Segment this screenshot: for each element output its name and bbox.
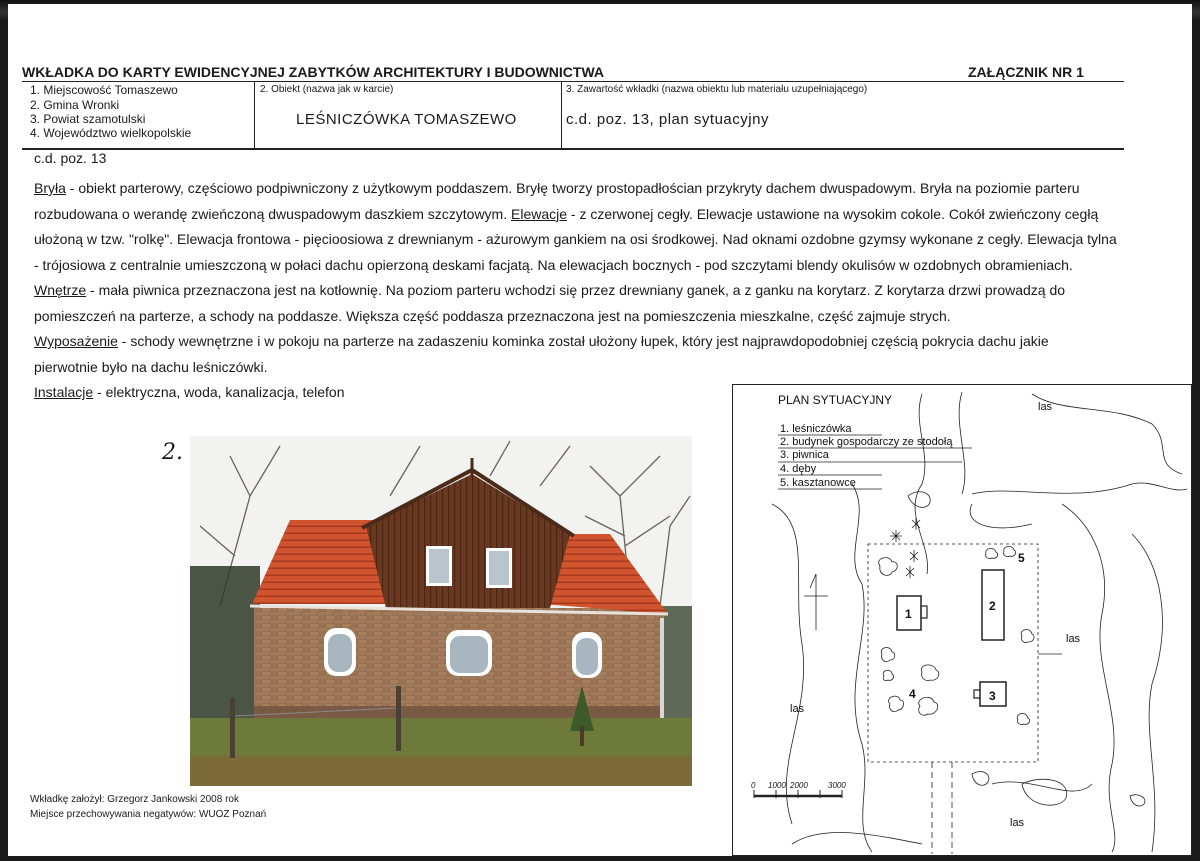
contents-label: 3. Zawartość wkładki (nazwa obiektu lub materiału uzupełniającego) xyxy=(566,84,868,95)
label-bryla: Bryła xyxy=(34,180,66,196)
plan-legend-5: 5. kasztanowce xyxy=(780,477,856,489)
description-block xyxy=(34,176,1124,406)
header-rule xyxy=(22,81,1124,82)
document-title: WKŁADKA DO KARTY EWIDENCYJNEJ ZABYTKÓW ARCHITEKTURY I BUDOWNICTWA xyxy=(22,64,605,80)
label-wyposazenie: Wyposażenie xyxy=(34,333,118,349)
table-bottom-rule xyxy=(22,148,1124,150)
position-ref: c.d. poz. 13 xyxy=(34,150,107,166)
table-divider-1 xyxy=(254,81,255,149)
house-photo-drawing xyxy=(190,436,692,786)
paragraph-wyposazenie xyxy=(34,329,1094,380)
plan-mark-3: 3 xyxy=(989,689,996,703)
plan-scale-1000: 1000 xyxy=(768,781,786,790)
location-line-4: 4. Województwo wielkopolskie xyxy=(30,126,192,140)
plan-mark-4: 4 xyxy=(909,687,916,701)
plan-label-las-2: las xyxy=(1066,633,1081,645)
plan-legend-2: 2. budynek gospodarczy ze stodołą xyxy=(780,436,953,448)
credits-storage: Miejsce przechowywania negatywów: WUOZ Poznań xyxy=(30,809,267,820)
plan-label-las-3: las xyxy=(790,703,805,715)
object-name: LEŚNICZÓWKA TOMASZEWO xyxy=(296,111,517,128)
plan-mark-2: 2 xyxy=(989,599,996,613)
label-wnetrze: Wnętrze xyxy=(34,282,87,298)
annex-number: ZAŁĄCZNIK NR 1 xyxy=(968,64,1084,80)
table-divider-2 xyxy=(561,81,562,149)
plan-scale-0: 0 xyxy=(751,781,756,790)
plan-legend-1: 1. leśniczówka xyxy=(780,423,852,435)
label-instalacje: Instalacje xyxy=(34,384,94,400)
site-plan-drawing xyxy=(732,384,1192,856)
house-photo xyxy=(190,436,692,786)
plan-title: PLAN SYTUACYJNY xyxy=(778,393,893,407)
plan-label-las-1: las xyxy=(1038,401,1053,413)
text-elewacje: - z czerwonej cegły. Elewacje ustawione na wysokim cokole. Cokół zwieńczony cegłą ułożoną w tzw. "rolkę". Elewacja frontowa - pięcioosiowa z drewnianym - ażurowym gankiem na osi środkowej. Nad oknami ozdobne gzymsy wykonane z cegły. Elewacja tylna - trójosiowa z centralnie umieszczoną w połaci dachu opierzoną deskami facjatą. Na elewacjach bocznych - pod szczytami blendy okulisów w ozdobnych obramieniach. xyxy=(34,205,1117,273)
plan-legend-4: 4. dęby xyxy=(780,463,817,475)
plan-scale-3000: 3000 xyxy=(828,781,846,790)
object-label: 2. Obiekt (nazwa jak w karcie) xyxy=(260,84,394,95)
plan-mark-1: 1 xyxy=(905,607,912,621)
plan-scale-2000: 2000 xyxy=(790,781,808,790)
credits-author: Wkładkę założył: Grzegorz Jankowski 2008 rok xyxy=(30,794,239,805)
text-bryla: - obiekt parterowy, częściowo podpiwniczony z użytkowym poddaszem. Bryłę tworzy prostopadłościan przykryty dachem dwuspadowym. Bryła na poziomie parteru rozbudowana o werandę zwieńczoną dwuspadowym daszkiem szczytowym. xyxy=(34,180,1080,222)
text-instalacje: - elektryczna, woda, kanalizacja, telefon xyxy=(93,384,345,400)
text-wnetrze: - mała piwnica przeznaczona jest na kotłownię. Na poziom parteru wchodzi się przez drewniany ganek, a z ganku na korytarz. Z korytarza drzwi prowadzą do pomieszczeń na parterze, a schody na poddasze. Większa część poddasza przeznaczona jest na pomieszczenia mieszkalne, część zajmuje strych. xyxy=(34,282,1066,324)
text-wyposazenie: - schody wewnętrzne i w pokoju na parterze na zadaszeniu kominka został ułożony łupek, który jest najprawdopodobniej częścią pokrycia dachu jakie pierwotnie było na dachu leśniczówki. xyxy=(34,333,1049,375)
plan-label-las-4: las xyxy=(1010,817,1025,829)
credits xyxy=(30,792,266,822)
site-plan xyxy=(732,384,1192,856)
plan-mark-5: 5 xyxy=(1018,551,1025,565)
photo-number: 2. xyxy=(162,440,183,465)
location-line-2: 2. Gmina Wronki xyxy=(30,98,120,112)
label-elewacje: Elewacje xyxy=(511,205,568,222)
plan-legend-3: 3. piwnica xyxy=(780,449,829,461)
paragraph-bryla xyxy=(34,176,1124,329)
location-line-3: 3. Powiat szamotulski xyxy=(30,112,146,126)
location-line-1: 1. Miejscowość Tomaszewo xyxy=(30,83,178,97)
contents-value: c.d. poz. 13, plan sytuacyjny xyxy=(566,111,769,128)
